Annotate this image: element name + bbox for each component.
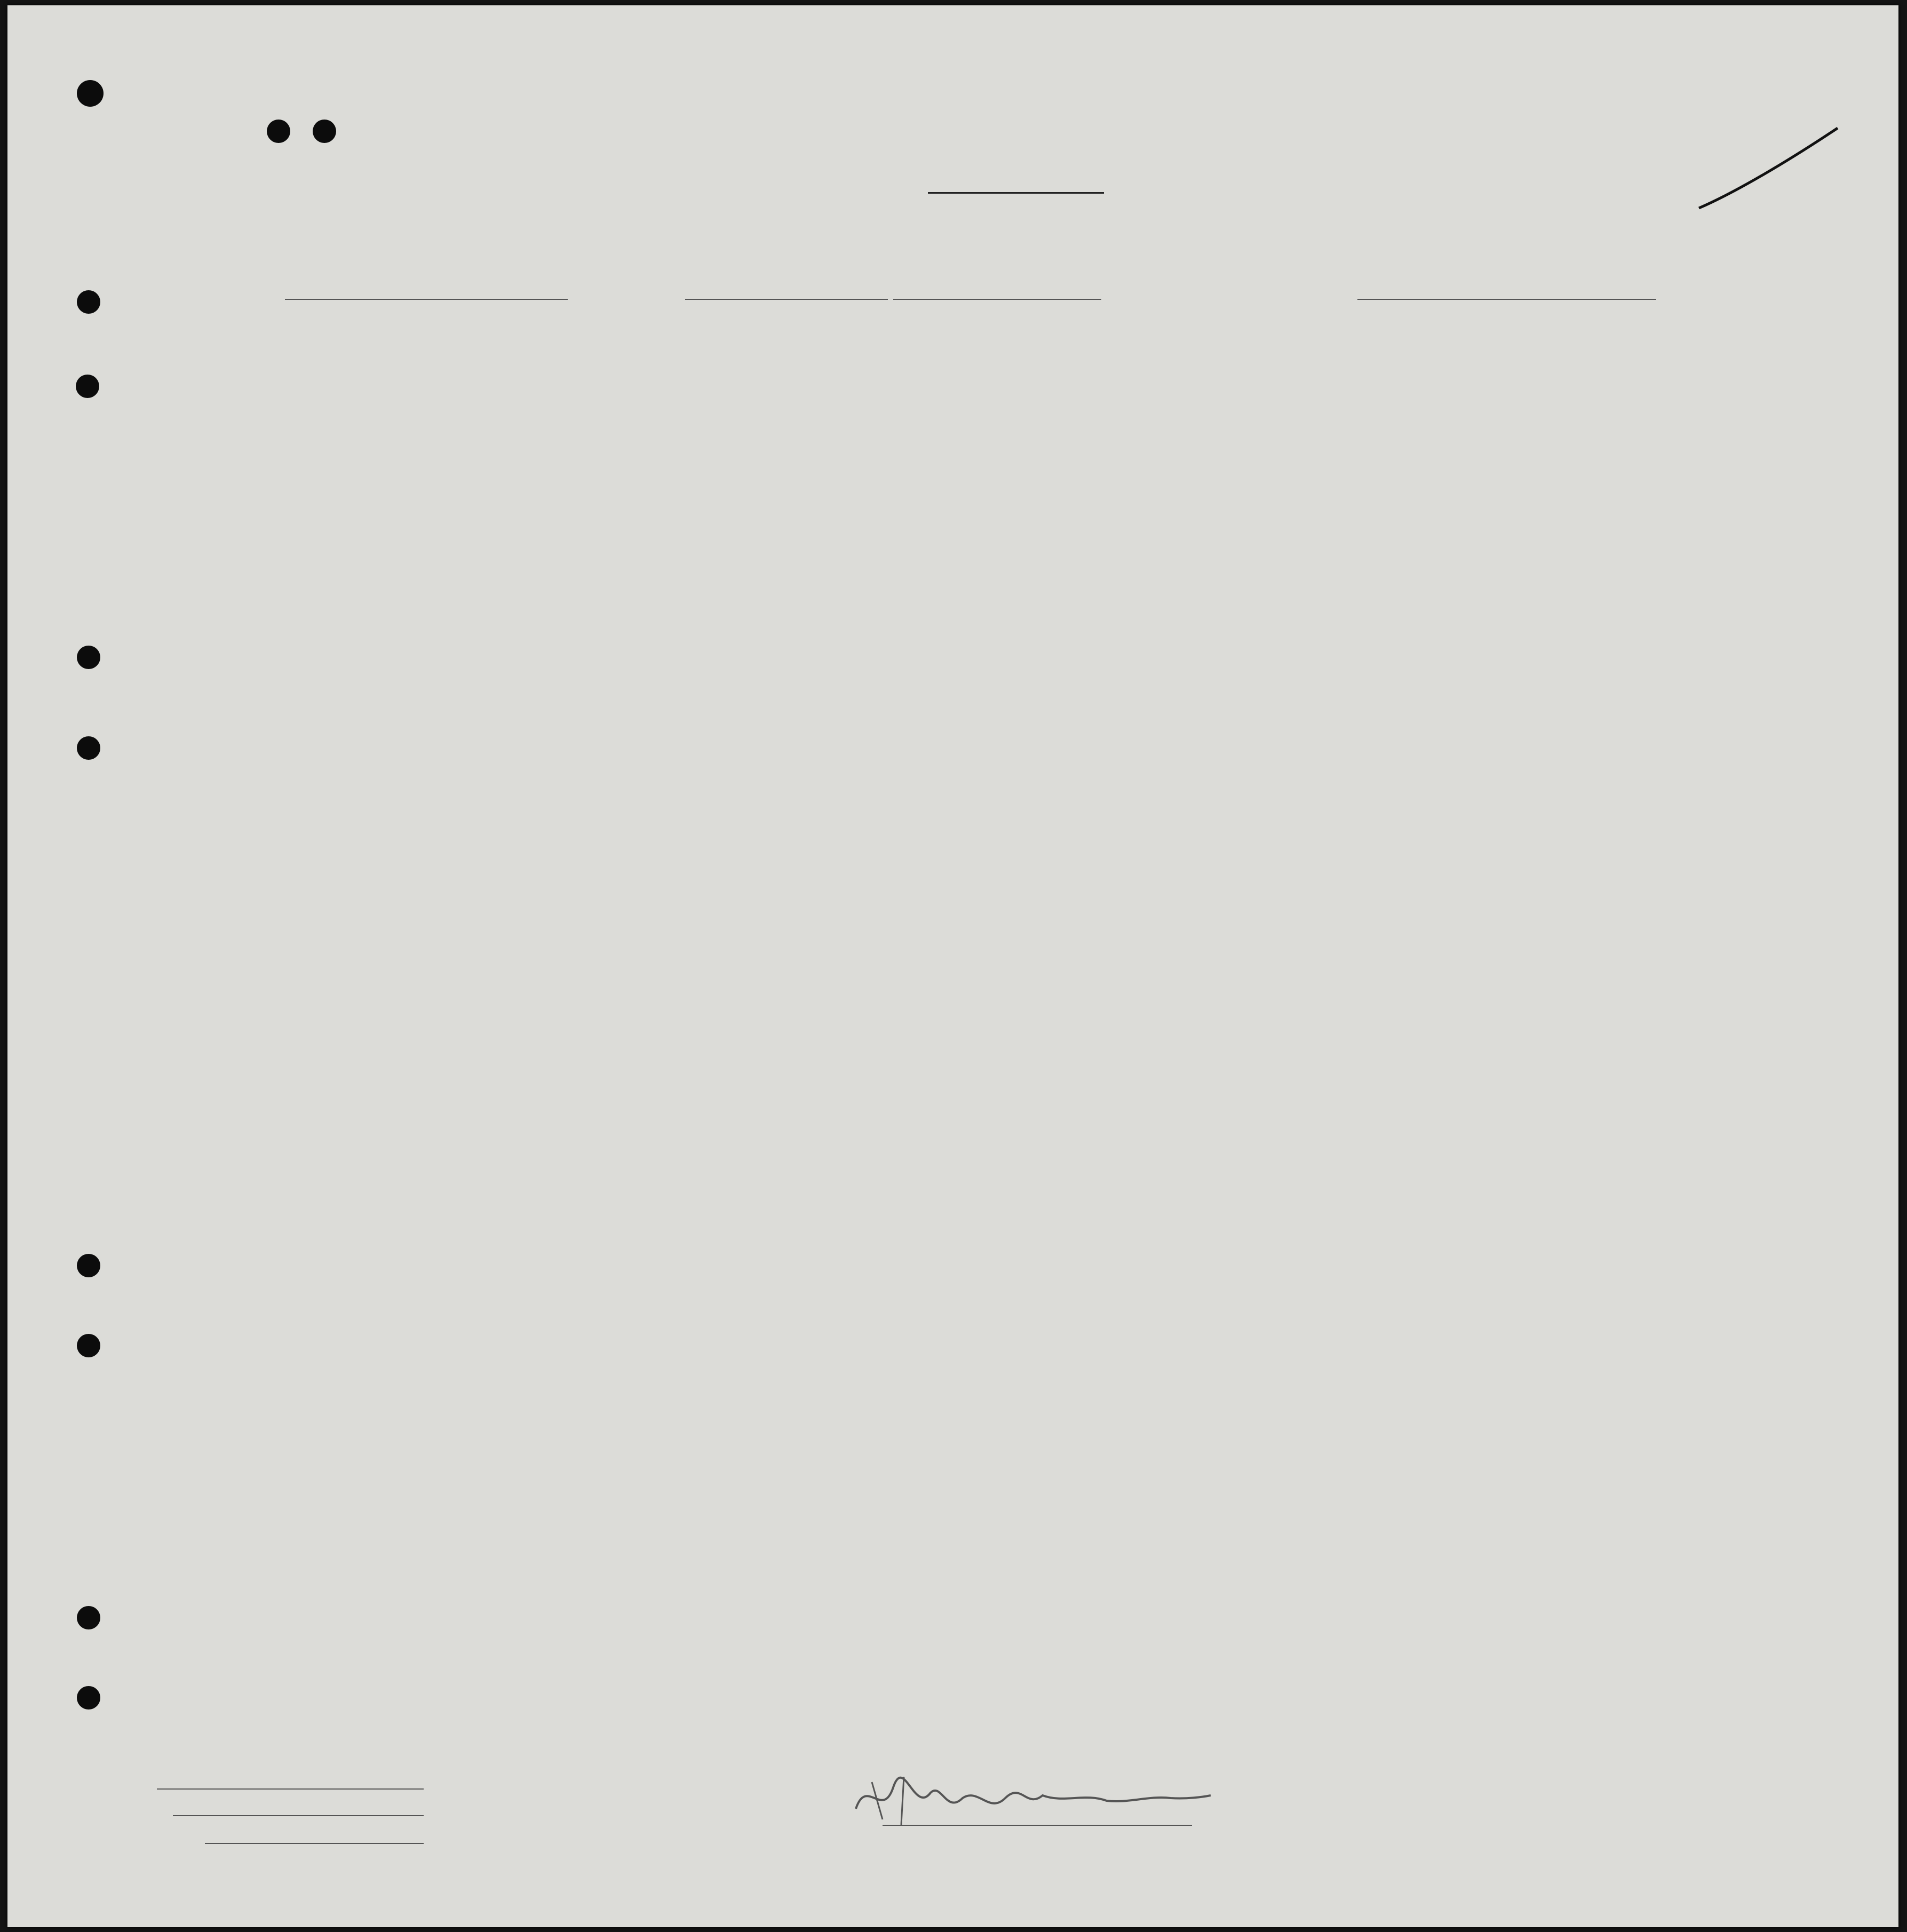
- manifest-page: [7, 5, 1898, 1927]
- inspector-underline: [883, 1825, 1192, 1826]
- agents-underline: [205, 1843, 424, 1844]
- crew-table: [7, 5, 1898, 1927]
- owners-underline: [173, 1815, 424, 1816]
- inspector-signature: [851, 1766, 1213, 1830]
- line-underline: [157, 1788, 424, 1790]
